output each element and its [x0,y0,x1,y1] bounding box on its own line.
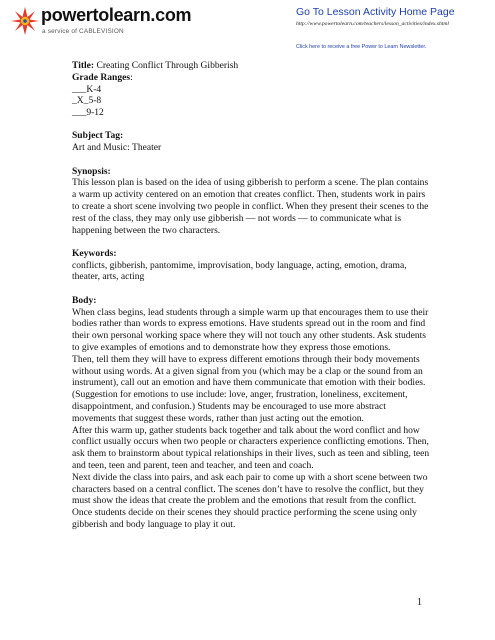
body-paragraph: Then, tell them they will have to express different emotions through their body movements without using words. At a given signal from you (which may be a clap or the sound from an instrument), call out an emotion and have them communicate that emotion with their bodies. (Suggestion for emotions to use include: love, anger, frustration, loneliness, excitement, disappointment, and confusion.) Students may be encouraged to use more abstract movements that suggest these words, rather than just acting out the emotion. [72,353,426,424]
starburst-logo-icon [10,6,40,36]
grade-item: ___K-4 [72,83,102,95]
subject-label: Subject Tag: [72,130,124,142]
body-paragraph: Next divide the class into pairs, and ask each pair to come up with a short scene between two characters based on a central conflict. The scenes don’t have to resolve the conflict, but they must show the ideas that create the problem and the emotions that result from the conflict. Once students decide on their scenes they should practice performing the scene using only gibberish and body language to play it out. [72,471,428,530]
lesson-home-url[interactable]: http://www.powertolearn.com/teachers/lesson_activities/index.shtml [296,21,449,27]
keywords-section [72,248,432,283]
lesson-home-link[interactable]: Go To Lesson Activity Home Page [296,6,455,18]
grade-item: ___9-12 [72,107,104,119]
grade-section [72,72,432,119]
page-header [0,0,495,52]
logo-wordmark: powertolearn.com [41,5,192,25]
grade-label: Grade Ranges [72,71,131,83]
newsletter-link[interactable]: Click here to receive a free Power to Learn Newsletter. [296,44,427,50]
synopsis-section [72,166,432,237]
page-number: 1 [417,597,422,608]
body-paragraph: When class begins, lead students through a simple warm up that encourages them to use their bodies rather than words to express emotions. Have students spread out in the room and find their own personal working space where they will not touch any other students. Ask students to give examples of emotions and to demonstrate how they express those emotions. [72,306,429,353]
subject-value: Art and Music: Theater [72,142,162,154]
synopsis-text: This lesson plan is based on the idea of using gibberish to perform a scene. The plan contains a warm up activity centered on an emotion that creates conflict. Then, students work in pairs to create a short scene involving two people in conflict. When they present their scenes to the rest of the class, they may only use gibberish — not words — to communicate what is happening between the two characters. [72,177,429,236]
keywords-text: conflicts, gibberish, pantomime, improvisation, body language, acting, emotion, drama, theater, arts, acting [72,259,407,283]
subject-section [72,130,432,154]
logo-tagline: a service of CABLEVISION [42,28,124,35]
powertolearn-logo[interactable] [10,4,210,44]
body-label: Body: [72,294,97,306]
body-paragraph: After this warm up, gather students back together and talk about the word conflict and how conflict usually occurs when two people or characters experience conflicting emotions. Then, ask them to brainstorm about typical relationships in their lives, such as teen and sibling, teen and teen, teen and parent, teen and teacher, and teen and coach. [72,424,430,471]
keywords-label: Keywords: [72,247,117,259]
grade-colon: : [130,71,133,83]
title-label: Title: [72,60,95,71]
header-links [296,6,488,27]
grade-item: _X_5-8 [72,95,102,107]
synopsis-label: Synopsis: [72,165,111,177]
title-value: Creating Conflict Through Gibberish [96,60,239,71]
body-section [72,295,432,531]
lesson-document [72,60,432,531]
title-line [72,60,432,72]
